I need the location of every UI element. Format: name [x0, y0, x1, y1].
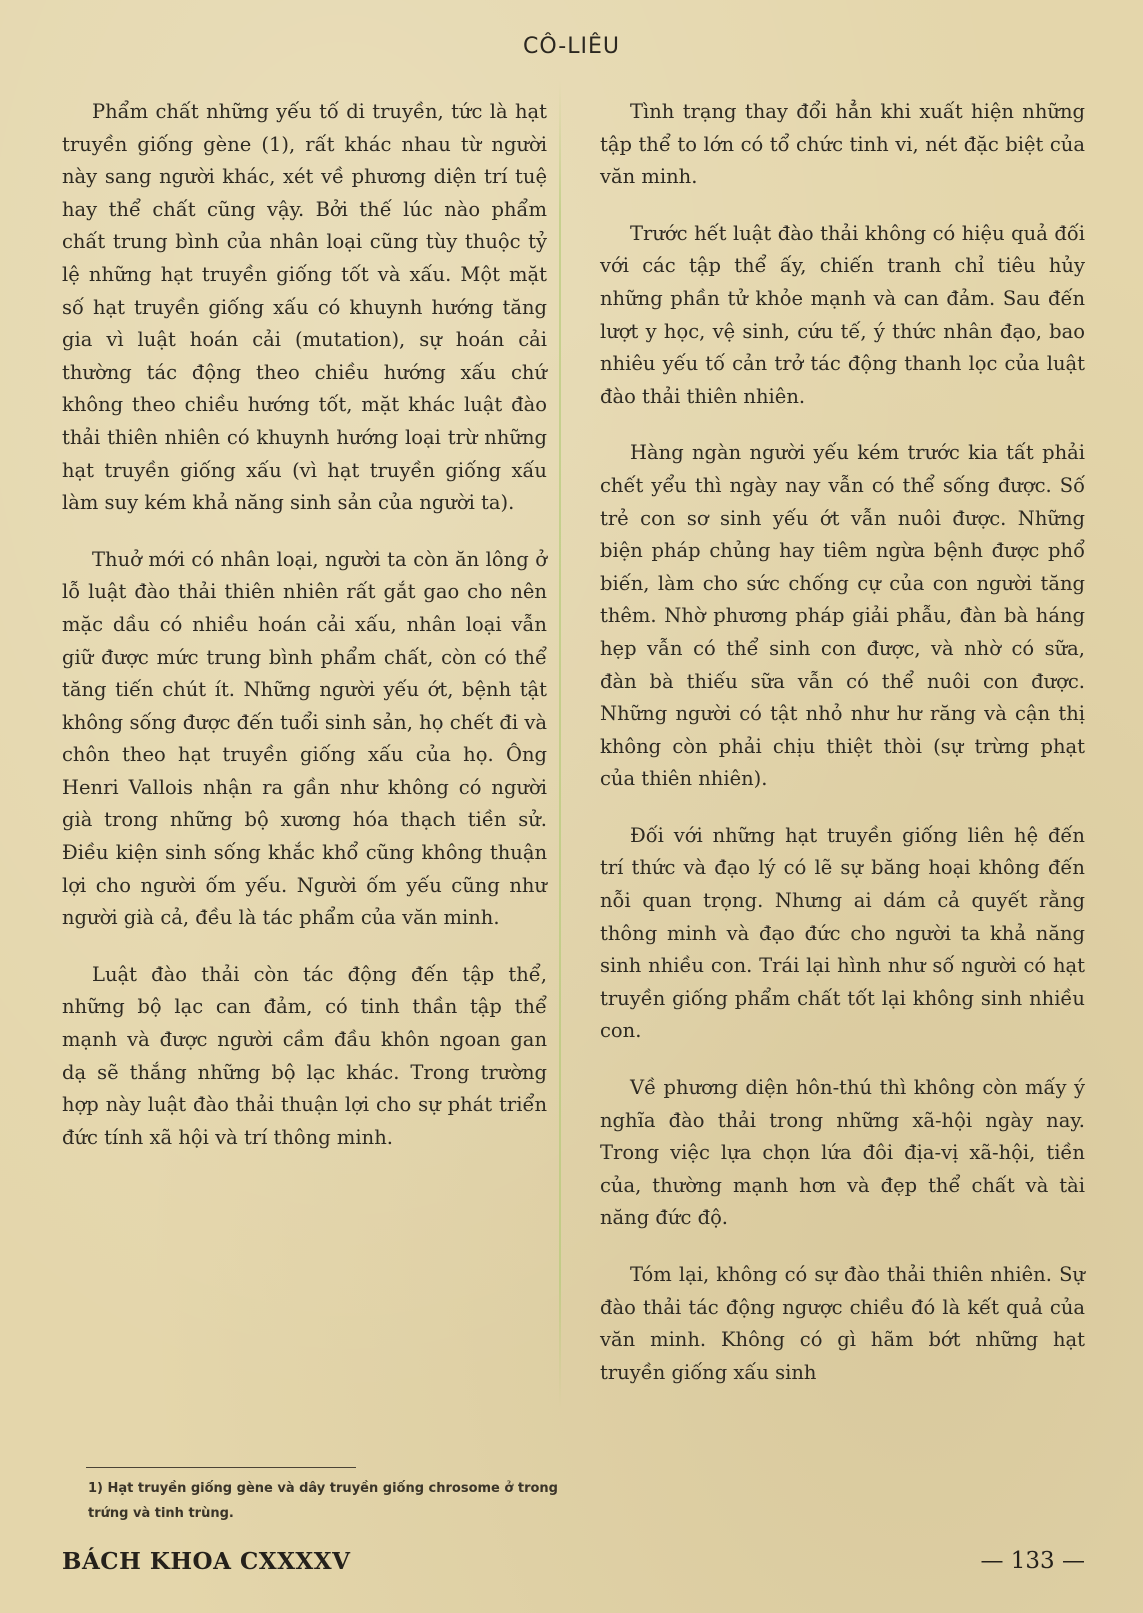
paragraph: Phẩm chất những yếu tố di truyền, tức là hạt truyền giống gène (1), rất khác nhau từ người này sang người khác, xét về phương diện trí tuệ hay thể chất cũng vậy. Bởi thế lúc nào phẩm chất trung bình của nhân loại cũng tùy thuộc tỷ lệ những hạt truyền giống tốt và xấu. Một mặt số hạt truyền giống xấu có khuynh hướng tăng gia vì luật hoán cải (mutation), sự hoán cải thường tác động theo chiều hướng xấu chứ không theo chiều hướng tốt, mặt khác luật đào thải thiên nhiên có khuynh hướng loại trừ những hạt truyền giống xấu (vì hạt truyền giống xấu làm suy kém khả năng sinh sản của người ta).	[62, 100, 547, 515]
page-number: — 133 —	[980, 1548, 1085, 1574]
paragraph: Hàng ngàn người yếu kém trước kia tất phải chết yểu thì ngày nay vẫn có thể sống được. Số trẻ con sơ sinh yếu ớt vẫn nuôi được. Những biện pháp chủng hay tiêm ngừa bệnh được phổ biến, làm cho sức chống cự của con người tăng thêm. Nhờ phương pháp giải phẫu, đàn bà háng hẹp vẫn có thể sinh con được, và nhờ có sữa, đàn bà thiếu sữa vẫn có thể nuôi con được. Những người có tật nhỏ như hư răng và cận thị không còn phải chịu thiệt thòi (sự trừng phạt của thiên nhiên).	[600, 441, 1085, 791]
publication-name: BÁCH KHOA CXXXXV	[62, 1548, 351, 1575]
column-divider	[559, 80, 561, 1410]
left-column	[62, 96, 547, 1178]
paragraph: Thuở mới có nhân loại, người ta còn ăn lông ở lỗ luật đào thải thiên nhiên rất gắt gao cho nên mặc dầu có nhiều hoán cải xấu, nhân loại vẫn giữ được mức trung bình phẩm chất, còn có thể tăng tiến chút ít. Những người yếu ớt, bệnh tật không sống được đến tuổi sinh sản, họ chết đi và chôn theo hạt truyền giống xấu của họ. Ông Henri Vallois nhận ra gần như không có người già trong những bộ xương hóa thạch tiền sử. Điều kiện sinh sống khắc khổ cũng không thuận lợi cho người ốm yếu. Người ốm yếu cũng như người già cả, đều là tác phẩm của văn minh.	[62, 547, 547, 930]
right-column	[600, 96, 1085, 1413]
paragraph: Tình trạng thay đổi hẳn khi xuất hiện những tập thể to lớn có tổ chức tinh vi, nét đặc biệt của văn minh.	[600, 100, 1085, 189]
footnote: 1) Hạt truyền giống gène và dây truyền giống chrosome ở trong trứng và tinh trùng.	[88, 1481, 558, 1521]
paragraph: Đối với những hạt truyền giống liên hệ đến trí thức và đạo lý có lẽ sự băng hoại không đến nỗi quan trọng. Nhưng ai dám cả quyết rằng thông minh và đạo đức cho người ta khả năng sinh nhiều con. Trái lại hình như số người có hạt truyền giống phẩm chất tốt lại không sinh nhiều con.	[600, 823, 1085, 1043]
paragraph: Luật đào thải còn tác động đến tập thể, những bộ lạc can đảm, có tinh thần tập thể mạnh và được người cầm đầu khôn ngoan gan dạ sẽ thắng những bộ lạc khác. Trong trường hợp này luật đào thải thuận lợi cho sự phát triển đức tính xã hội và trí thông minh.	[62, 962, 547, 1149]
paragraph: Về phương diện hôn-thú thì không còn mấy ý nghĩa đào thải trong những xã-hội ngày nay. Trong việc lựa chọn lứa đôi địa-vị xã-hội, tiền của, thường mạnh hơn và đẹp thể chất và tài năng đức độ.	[600, 1076, 1085, 1230]
footnote-divider	[86, 1467, 356, 1468]
paragraph: Trước hết luật đào thải không có hiệu quả đối với các tập thể ấy, chiến tranh chỉ tiêu hủy những phần tử khỏe mạnh và can đảm. Sau đến lượt y học, vệ sinh, cứu tế, ý thức nhân đạo, bao nhiêu yếu tố cản trở tác động thanh lọc của luật đào thải thiên nhiên.	[600, 221, 1085, 408]
running-head-title: CÔ-LIÊU	[523, 34, 620, 59]
paragraph: Tóm lại, không có sự đào thải thiên nhiên. Sự đào thải tác động ngược chiều đó là kết quả của văn minh. Không có gì hãm bớt những hạt truyền giống xấu sinh	[600, 1263, 1085, 1384]
